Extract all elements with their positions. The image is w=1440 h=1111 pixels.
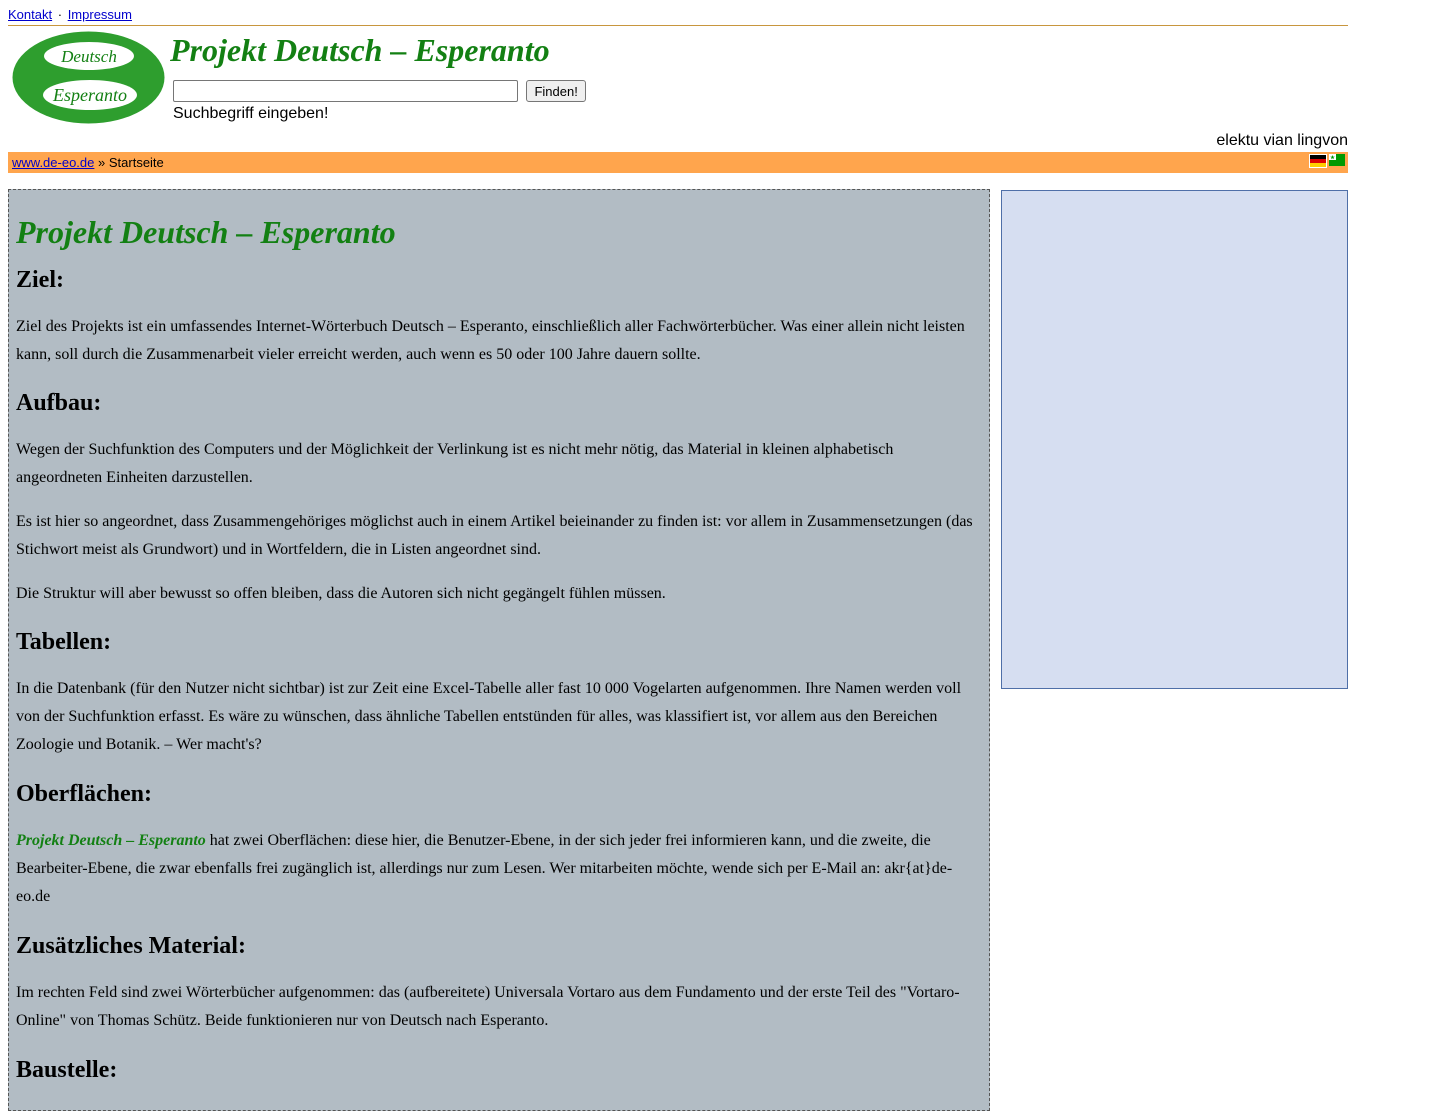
paragraph: In die Datenbank (für den Nutzer nicht sichtbar) ist zur Zeit eine Excel-Tabelle aller fast 10 000 Vogelarten aufgenommen. Ihre Namen werden voll von der Suchfunktion erfasst. Es wäre zu wünschen, dass ähnliche Tabellen entstünden für alles, was klassifiert ist, vor allem aus den Bereichen Zoologie und Botanik. – Wer macht's?	[16, 680, 962, 753]
section-heading-tabellen: Tabellen:	[16, 629, 112, 655]
site-logo[interactable]	[12, 31, 165, 124]
imprint-link[interactable]: Impressum	[67, 7, 132, 22]
right-sidebar	[1001, 190, 1348, 689]
search-hint: Suchbegriff eingeben!	[173, 105, 329, 122]
page-title: Projekt Deutsch – Esperanto	[16, 214, 396, 250]
paragraph: Es ist hier so angeordnet, dass Zusammengehöriges möglichst auch in einem Artikel beieinander zu finden ist: vor allem in Zusammensetzungen (das Stichwort meist als Grundwort) und in Wortfeldern, die in Listen angeordnet sind.	[16, 513, 973, 558]
paragraph	[16, 827, 982, 911]
esperanto-flag-icon[interactable]	[1329, 154, 1345, 166]
breadcrumb-home-link[interactable]: www.de-eo.de	[12, 155, 95, 170]
search-form	[173, 80, 586, 102]
logo-text-deutsch: Deutsch	[61, 47, 117, 66]
section-heading-zusaetzliches-material: Zusätzliches Material:	[16, 933, 246, 959]
paragraph: Im rechten Feld sind zwei Wörterbücher aufgenommen: das (aufbereitete) Universala Vortaro aus dem Fundamento und der erste Teil des "Vortaro-Online" von Thomas Schütz. Beide funktionieren nur von Deutsch nach Esperanto.	[16, 984, 960, 1029]
section-heading-oberflaechen: Oberflächen:	[16, 781, 152, 807]
contact-link[interactable]: Kontakt	[8, 7, 53, 22]
paragraph: Wegen der Suchfunktion des Computers und der Möglichkeit der Verlinkung ist es nicht mehr nötig, das Material in kleinen alphabetisch angeordneten Einheiten darzustellen.	[16, 441, 894, 486]
language-choose-label: elektu vian lingvon	[1216, 132, 1348, 149]
logo-text-esperanto: Esperanto	[53, 85, 127, 105]
top-links	[8, 7, 132, 23]
link-separator: ·	[57, 7, 63, 22]
search-input[interactable]	[173, 80, 518, 102]
breadcrumb	[12, 152, 164, 173]
language-flags	[1309, 154, 1345, 175]
header-divider	[8, 25, 1348, 26]
paragraph-text: hat zwei Oberflächen: diese hier, die Benutzer-Ebene, in der sich jeder frei informieren kann, und die zweite, die Bearbeiter-Ebene, die zwar ebenfalls frei zugänglich ist, allerdings nur zum Lesen. Wer mitarbeiten möchte, wende sich per E-Mail an: akr{at}de-eo.de	[16, 832, 953, 905]
breadcrumb-bar	[8, 152, 1348, 173]
paragraph: Ziel des Projekts ist ein umfassendes Internet-Wörterbuch Deutsch – Esperanto, einschließlich aller Fachwörterbücher. Was einer allein nicht leisten kann, soll durch die Zusammenarbeit vieler erreicht werden, auch wenn es 50 oder 100 Jahre dauern sollte.	[16, 318, 965, 363]
breadcrumb-separator: »	[94, 155, 109, 170]
paragraph: Die Struktur will aber bewusst so offen bleiben, dass die Autoren sich nicht gegängelt fühlen müssen.	[16, 585, 666, 602]
section-heading-ziel: Ziel:	[16, 267, 64, 293]
main-content	[8, 189, 990, 1111]
german-flag-icon[interactable]	[1309, 154, 1327, 168]
site-title: Projekt Deutsch – Esperanto	[170, 32, 550, 68]
section-heading-baustelle: Baustelle:	[16, 1057, 118, 1083]
project-name-emphasis: Projekt Deutsch – Esperanto	[16, 832, 206, 849]
section-heading-aufbau: Aufbau:	[16, 390, 102, 416]
find-button[interactable]: Finden!	[526, 80, 585, 102]
breadcrumb-current: Startseite	[108, 155, 164, 170]
